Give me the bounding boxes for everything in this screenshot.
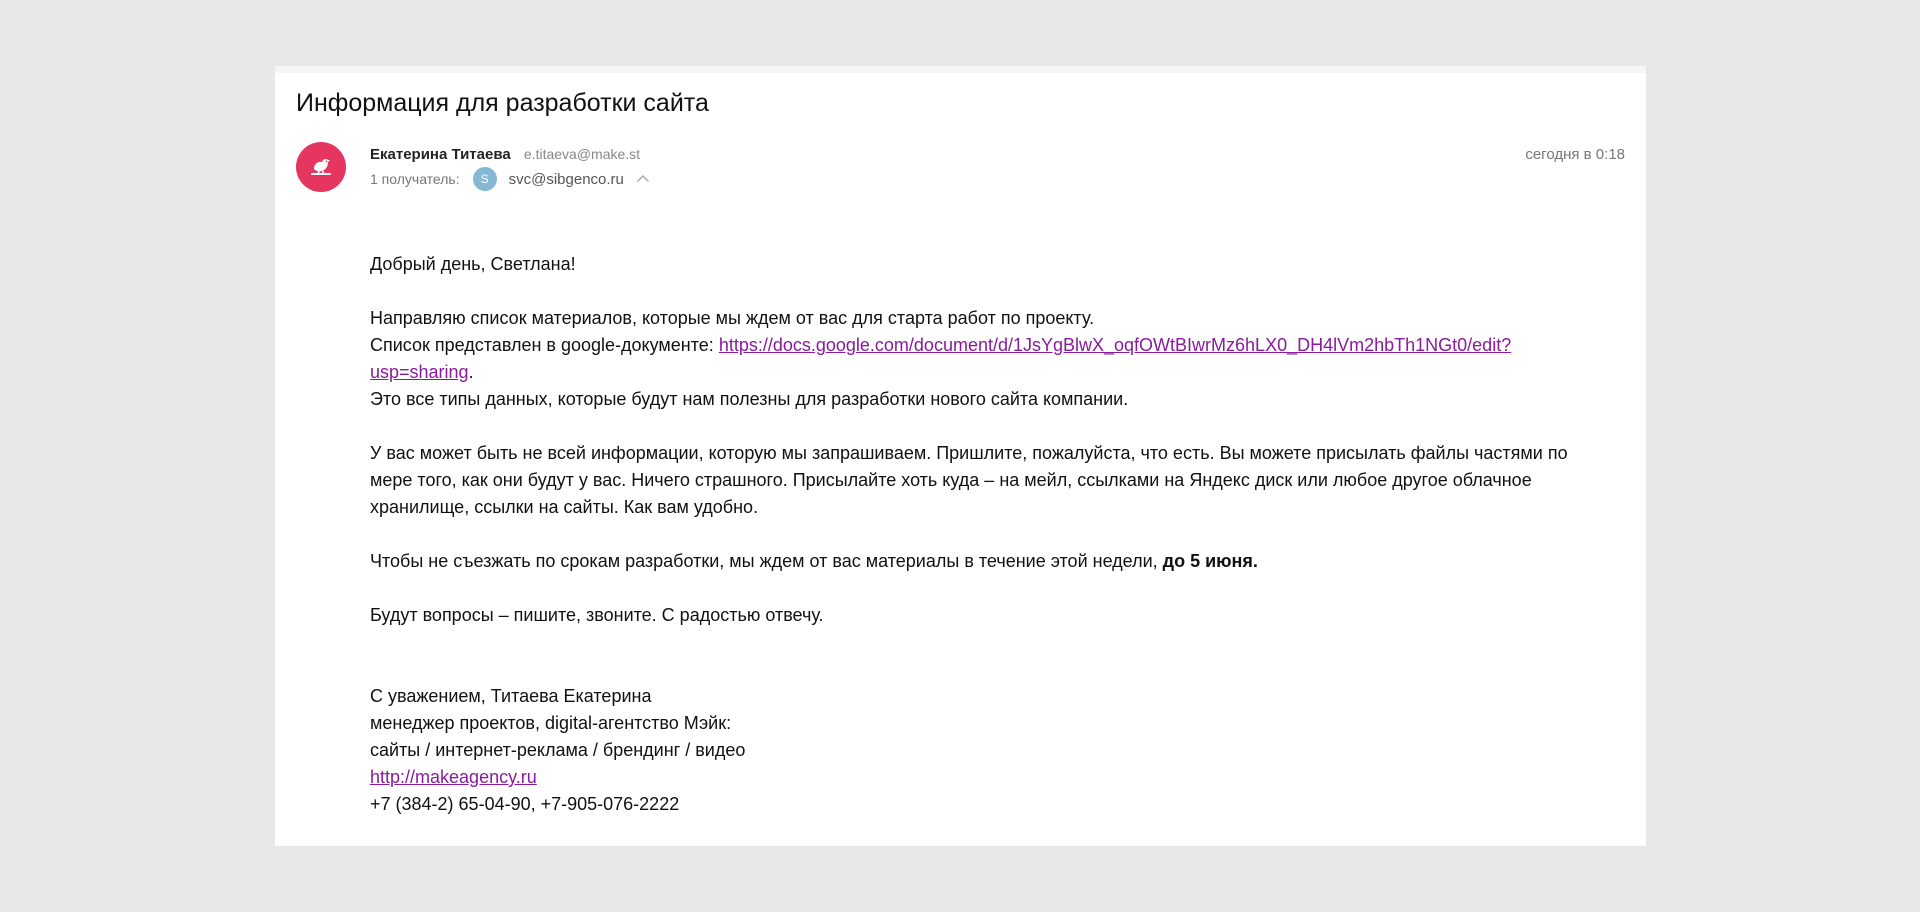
sender-name[interactable]: Екатерина Титаева — [370, 146, 511, 163]
materials-line-2-suffix: . — [468, 362, 474, 382]
signature — [370, 683, 1600, 818]
chevron-up-icon[interactable] — [636, 172, 650, 186]
email-subject: Информация для разработки сайта — [296, 89, 709, 117]
materials-line-1: Направляю список материалов, которые мы ждем от вас для старта работ по проекту. — [370, 308, 1095, 328]
signature-phones: +7 (384-2) 65-04-90, +7-905-076-2222 — [370, 794, 680, 814]
email-card — [275, 66, 1646, 846]
signature-link[interactable]: http://makeagency.ru — [370, 767, 537, 787]
signature-line-3: сайты / интернет-реклама / брендинг / видео — [370, 740, 746, 760]
paragraph-questions: Будут вопросы – пишите, звоните. С радостью отвечу. — [370, 605, 824, 625]
recipient-email[interactable]: svc@sibgenco.ru — [508, 170, 624, 188]
materials-line-2-prefix: Список представлен в google-документе: — [370, 335, 719, 355]
signature-line-1: С уважением, Титаева Екатерина — [370, 686, 652, 706]
deadline-date: до 5 июня. — [1162, 551, 1258, 571]
signature-line-2: менеджер проектов, digital-агентство Мэйк: — [370, 713, 732, 733]
materials-line-3: Это все типы данных, которые будут нам полезны для разработки нового сайта компании. — [370, 389, 1129, 409]
recipients-line — [370, 167, 650, 191]
paragraph-materials — [370, 305, 1600, 413]
email-body — [370, 251, 1600, 818]
sender-email[interactable]: e.titaeva@make.st — [523, 146, 641, 162]
paragraph-deadline — [370, 548, 1600, 575]
deadline-text: Чтобы не съезжать по срокам разработки, мы ждем от вас материалы в течение этой недели, — [370, 551, 1163, 571]
email-date: сегодня в 0:18 — [1525, 146, 1625, 163]
greeting: Добрый день, Светлана! — [370, 254, 576, 274]
google-doc-link[interactable]: https://docs.google.com/document/d/1JsYgBlwX_oqfOWtBIwrMz6hLX0_DH4lVm2hbTh1NGt0/edit?usp=sharing — [370, 335, 1512, 382]
sender-avatar[interactable] — [296, 142, 346, 192]
recipient-count-label: 1 получатель: — [370, 171, 460, 187]
bird-icon — [306, 152, 336, 182]
sender-line — [370, 146, 640, 163]
recipient-avatar[interactable]: S — [473, 167, 497, 191]
paragraph-info: У вас может быть не всей информации, которую мы запрашиваем. Пришлите, пожалуйста, что есть. Вы можете присылать файлы частями по мере того, как они будут у вас. Ничего страшного. Присылайте хоть куда – на мейл, ссылками на Яндекс диск или любое другое облачное хранилище, ссылки на сайты. Как вам удобно. — [370, 443, 1568, 517]
